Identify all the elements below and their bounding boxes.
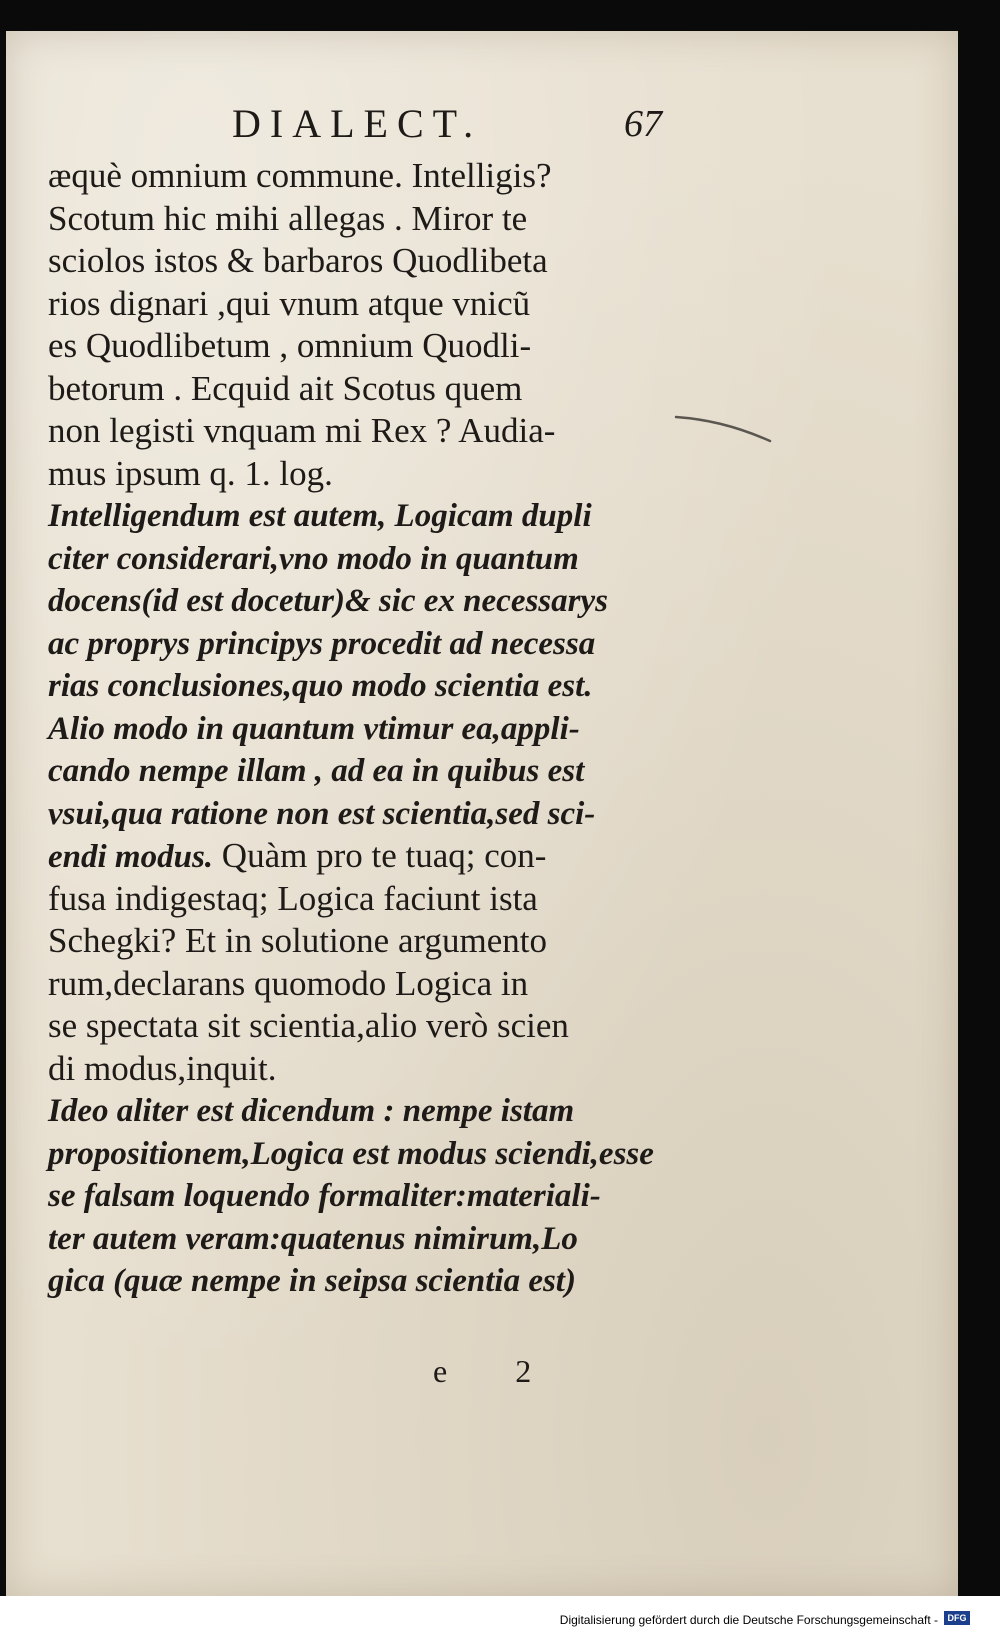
body-text: fusa indigestaq; Logica faciunt ista bbox=[48, 878, 538, 918]
text-line bbox=[48, 796, 595, 831]
body-text: Quàm pro te tuaq; con- bbox=[213, 836, 547, 875]
quoted-passage: rias conclusiones,quo modo scientia est. bbox=[48, 668, 593, 704]
page-number: 67 bbox=[624, 103, 662, 145]
text-line bbox=[48, 328, 531, 364]
text-line bbox=[48, 1136, 654, 1171]
marginal-pen-stroke bbox=[674, 411, 774, 451]
quoted-passage: gica (quæ nempe in seipsa scientia est) bbox=[48, 1263, 576, 1299]
body-text: non legisti vnquam mi Rex ? Audia- bbox=[48, 411, 556, 450]
text-line bbox=[48, 158, 552, 194]
text-line bbox=[48, 963, 529, 1003]
body-text: sciolos istos & barbaros Quodlibeta bbox=[48, 241, 548, 280]
body-text: betorum . Ecquid ait Scotus quem bbox=[48, 368, 523, 408]
text-line bbox=[48, 498, 592, 533]
body-text: æquè omnium commune. Intelligis? bbox=[48, 156, 552, 195]
text-line bbox=[48, 1093, 574, 1128]
quoted-passage: docens(id est docetur)& sic ex necessarys bbox=[48, 583, 608, 619]
quoted-passage: citer considerari,vno modo in quantum bbox=[48, 540, 579, 577]
quoted-passage: ter autem veram:quatenus nimirum,Lo bbox=[48, 1220, 578, 1257]
body-text: Schegki? Et in solutione argumento bbox=[48, 921, 547, 960]
body-text: rios dignari ,qui vnum atque vnicũ bbox=[48, 283, 531, 323]
dfg-logo: DFG bbox=[944, 1611, 970, 1625]
quoted-passage: Alio modo in quantum vtimur ea,appli- bbox=[48, 710, 580, 747]
quoted-passage: se falsam loquendo formaliter:materiali- bbox=[48, 1178, 601, 1214]
text-line bbox=[48, 541, 579, 576]
text-line bbox=[48, 753, 584, 788]
quoted-passage: Ideo aliter est dicendum : nempe istam bbox=[48, 1093, 575, 1129]
body-text: es Quodlibetum , omnium Quodli- bbox=[48, 326, 532, 365]
text-line bbox=[48, 583, 608, 618]
text-line bbox=[48, 626, 595, 661]
text-line bbox=[48, 1048, 277, 1088]
quoted-passage: endi modus. bbox=[48, 839, 214, 875]
quoted-passage: cando nempe illam , ad ea in quibus est bbox=[48, 753, 585, 789]
text-line bbox=[48, 368, 523, 408]
text-line bbox=[48, 453, 333, 493]
body-text: Scotum hic mihi allegas . Miror te bbox=[48, 198, 528, 238]
text-line bbox=[48, 1178, 601, 1213]
quoted-passage: vsui,qua ratione non est scientia,sed sci- bbox=[48, 795, 596, 832]
text-line bbox=[48, 878, 538, 918]
quoted-passage: ac proprys principys procedit ad necessa bbox=[48, 625, 596, 662]
quoted-passage: propositionem,Logica est modus sciendi,esse bbox=[48, 1135, 654, 1172]
text-line bbox=[48, 838, 546, 874]
page-header bbox=[232, 100, 662, 150]
funding-credit: Digitalisierung gefördert durch die Deutsche Forschungsgemeinschaft - bbox=[559, 1613, 938, 1627]
signature-mark: e 2 bbox=[433, 1353, 562, 1389]
body-text: rum,declarans quomodo Logica in bbox=[48, 963, 529, 1003]
text-line bbox=[48, 283, 531, 323]
text-line bbox=[48, 711, 580, 746]
text-line bbox=[48, 413, 555, 449]
text-line bbox=[48, 198, 528, 238]
text-line bbox=[48, 1263, 576, 1298]
text-line bbox=[48, 923, 547, 959]
running-head: DIALECT. bbox=[232, 101, 483, 146]
quoted-passage: Intelligendum est autem, Logicam dupli bbox=[48, 498, 592, 534]
text-line bbox=[48, 243, 548, 279]
body-text: mus ipsum q. 1. log. bbox=[48, 453, 333, 493]
text-line bbox=[48, 668, 593, 703]
text-line bbox=[48, 1221, 578, 1256]
text-line bbox=[48, 1008, 569, 1044]
body-text: di modus,inquit. bbox=[48, 1048, 277, 1088]
body-text: se spectata sit scientia,alio verò scien bbox=[48, 1006, 569, 1045]
